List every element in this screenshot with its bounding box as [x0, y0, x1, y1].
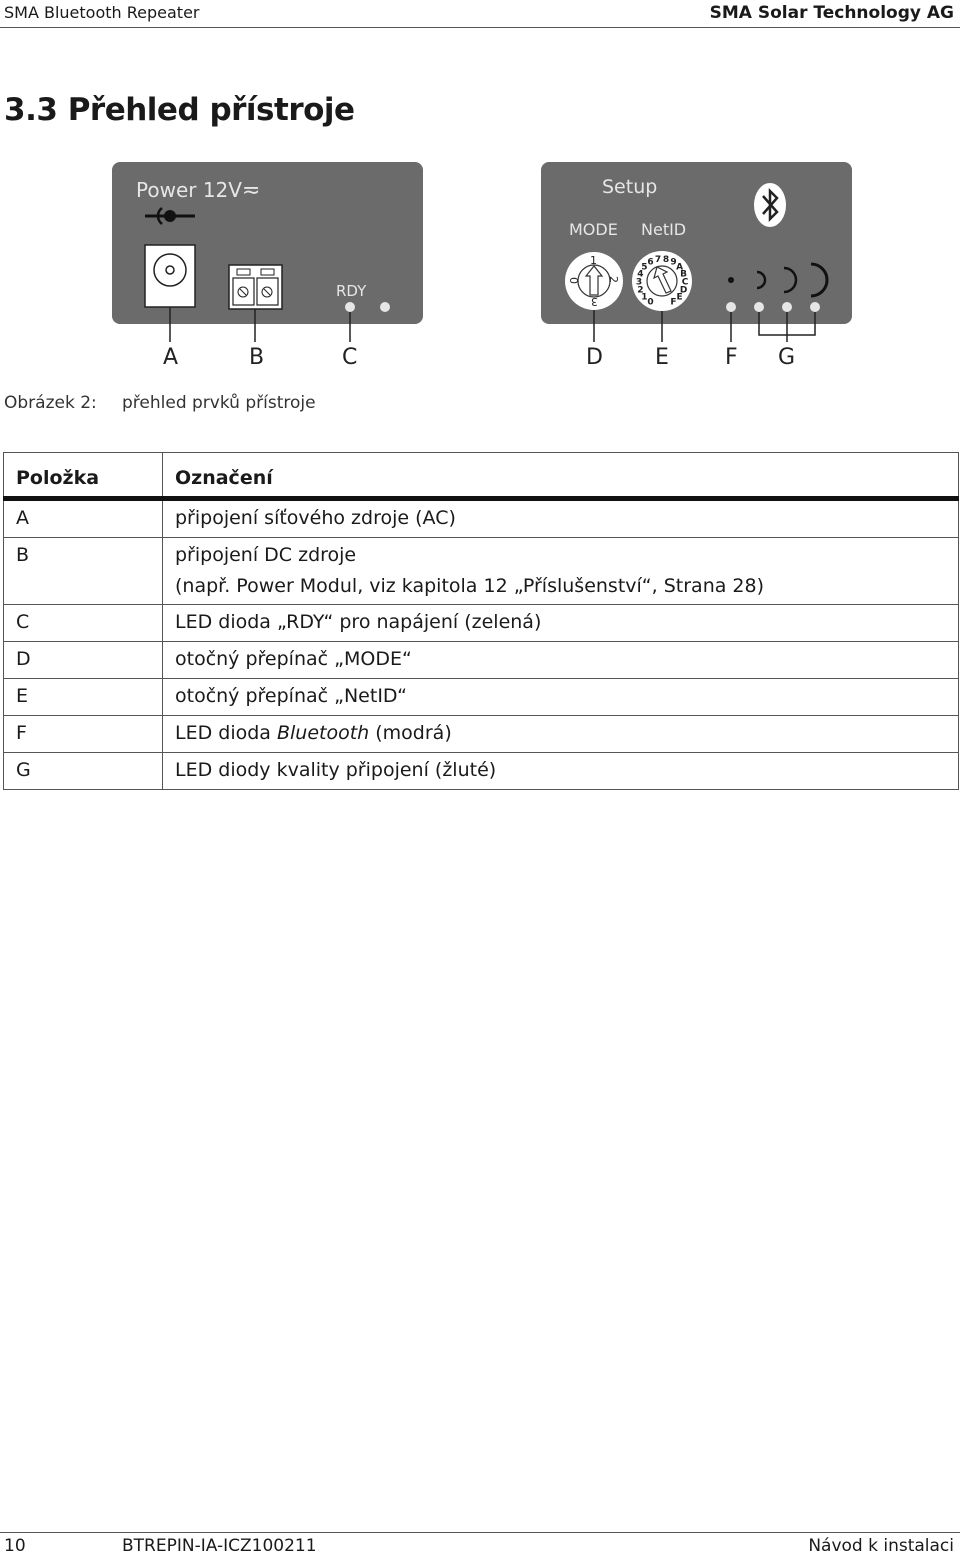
netid-label: NetID	[641, 220, 687, 239]
designation-emphasis: Bluetooth	[276, 722, 370, 744]
mode-digit: 2	[607, 276, 620, 283]
netid-digit: B	[680, 269, 688, 280]
netid-rotary-switch	[632, 251, 692, 311]
items-table	[3, 452, 959, 790]
designation-pre: LED dioda	[175, 722, 277, 744]
cell-designation: otočný přepínač „MODE“	[163, 642, 959, 679]
caption-label: Obrázek 2:	[4, 393, 97, 413]
mode-label: MODE	[569, 220, 618, 239]
callout-c: C	[342, 345, 358, 370]
cell-position: F	[4, 716, 163, 753]
callout-e: E	[655, 345, 669, 370]
table-row	[4, 716, 959, 753]
header-designation: Označení	[163, 453, 959, 499]
cell-position: C	[4, 605, 163, 642]
callout-d: D	[586, 345, 603, 370]
setup-label: Setup	[602, 176, 658, 198]
device-overview-figure	[0, 150, 960, 380]
table-row	[4, 679, 959, 716]
cell-designation: LED diody kvality připojení (žluté)	[163, 753, 959, 790]
mode-digit: 0	[568, 277, 581, 284]
unused-led	[380, 302, 390, 312]
netid-digit: 2	[637, 285, 644, 296]
cell-position: E	[4, 679, 163, 716]
netid-digit: D	[679, 285, 688, 296]
header-product-name: SMA Bluetooth Repeater	[4, 3, 200, 22]
ac-dc-symbol: ≂	[242, 178, 261, 203]
netid-digit: 6	[647, 257, 654, 268]
page-number: 10	[4, 1536, 26, 1556]
table-row	[4, 499, 959, 538]
power-label: Power 12V	[136, 178, 242, 202]
designation-line-2: (např. Power Modul, viz kapitola 12 „Příslušenství“, Strana 28)	[175, 575, 765, 597]
document-type: Návod k instalaci	[808, 1536, 954, 1556]
mode-rotary-switch	[565, 252, 623, 310]
document-id: BTREPIN-IA-ICZ100211	[122, 1536, 317, 1556]
cell-designation	[163, 538, 959, 605]
header-company-name: SMA Solar Technology AG	[709, 3, 954, 23]
cell-position: B	[4, 538, 163, 605]
header-position: Položka	[4, 453, 163, 499]
quality-led-2	[782, 302, 792, 312]
table-row	[4, 642, 959, 679]
netid-digit: 0	[647, 297, 654, 308]
cell-designation: LED dioda „RDY“ pro napájení (zelená)	[163, 605, 959, 642]
netid-digit: 5	[641, 262, 648, 273]
callout-a: A	[163, 345, 179, 370]
mode-digit: 1	[590, 254, 597, 267]
rdy-label: RDY	[336, 282, 367, 300]
cell-position: A	[4, 499, 163, 538]
quality-led-3	[810, 302, 820, 312]
header-divider	[0, 27, 960, 28]
cell-designation: otočný přepínač „NetID“	[163, 679, 959, 716]
caption-text: přehled prvků přístroje	[122, 393, 316, 413]
netid-digit: 1	[641, 292, 648, 303]
cell-position: G	[4, 753, 163, 790]
rdy-led	[345, 302, 355, 312]
section-title: 3.3 Přehled přístroje	[4, 92, 355, 128]
netid-digit: 4	[637, 269, 644, 280]
table-header-row	[4, 453, 959, 499]
table-row	[4, 605, 959, 642]
callout-g: G	[778, 345, 796, 370]
callout-b: B	[249, 345, 265, 370]
mode-digit: 3	[591, 295, 598, 308]
bluetooth-icon	[754, 183, 786, 227]
footer-divider	[0, 1532, 960, 1533]
cell-designation	[163, 716, 959, 753]
signal-dot-icon	[728, 277, 734, 283]
netid-digit: 9	[670, 257, 677, 268]
figure-caption	[4, 393, 316, 413]
ac-jack-connector	[145, 245, 195, 307]
netid-digit: A	[676, 262, 684, 273]
designation-post: (modrá)	[369, 722, 452, 744]
netid-digit: 3	[635, 277, 643, 288]
bluetooth-led	[726, 302, 736, 312]
cell-position: D	[4, 642, 163, 679]
callout-f: F	[725, 345, 738, 370]
table-row	[4, 538, 959, 605]
netid-digit: E	[676, 292, 683, 303]
table-row	[4, 753, 959, 790]
designation-line-1: připojení DC zdroje	[175, 544, 357, 566]
cell-designation: připojení síťového zdroje (AC)	[163, 499, 959, 538]
netid-digit: F	[670, 297, 677, 308]
dc-terminal-connector	[229, 265, 282, 309]
netid-digit: 7	[654, 254, 662, 265]
netid-digit: C	[681, 277, 689, 288]
quality-led-1	[754, 302, 764, 312]
device-diagram	[0, 150, 960, 380]
netid-digit: 8	[662, 254, 670, 265]
